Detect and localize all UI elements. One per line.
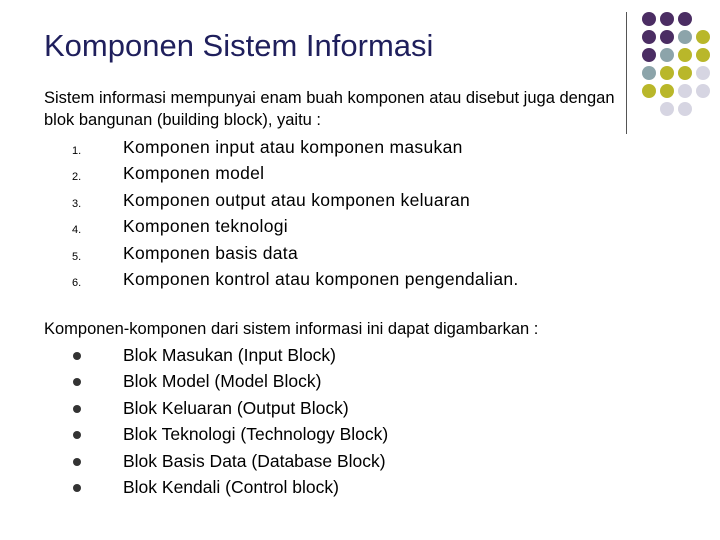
title-divider-line [626,12,627,134]
list-item-text: Komponen kontrol atau komponen pengendalian. [123,268,519,289]
bullet-icon [73,458,81,466]
bullet-list-item [44,398,684,424]
bullet-list-item [44,477,684,503]
list-item [44,163,684,189]
decorative-dot [660,102,674,116]
list-item-text: Komponen teknologi [123,216,288,237]
bullet-list-item [44,371,684,397]
bullet-icon [73,352,81,360]
bullet-icon [73,484,81,492]
list-number: 5. [72,250,82,263]
decorative-dot [696,84,710,98]
decorative-dot [642,84,656,98]
decorative-dot [678,66,692,80]
numbered-list [44,137,684,295]
decorative-dot [660,12,674,26]
slide-title: Komponen Sistem Informasi [44,28,434,63]
decorative-dot [678,12,692,26]
list-item-text: Komponen basis data [123,242,298,263]
decorative-dot [678,84,692,98]
bullet-item-text: Blok Masukan (Input Block) [123,345,337,365]
list-number: 1. [72,145,82,157]
decorative-dot [660,30,674,44]
decorative-dot [678,30,692,44]
bullet-item-text: Blok Kendali (Control block) [123,476,339,497]
decorative-dot [696,48,710,62]
subheading: Komponen-komponen dari sistem informasi ini dapat digambarkan : [44,320,539,338]
decorative-dot [660,66,674,80]
decorative-dot [660,84,674,98]
bullet-icon [73,378,81,386]
bullet-list-item [44,424,684,450]
list-item-text: Komponen output atau komponen keluaran [123,189,471,210]
list-item [44,269,684,295]
list-number: 2. [72,171,82,184]
bullet-item-text: Blok Model (Model Block) [123,371,322,392]
list-number: 4. [72,224,82,237]
bullet-icon [73,431,81,439]
decorative-dot [696,66,710,80]
bullet-list-item [44,451,684,477]
list-item-text: Komponen model [123,163,265,184]
decorative-dot [696,30,710,44]
list-number: 6. [72,276,82,289]
bullet-item-text: Blok Teknologi (Technology Block) [123,424,389,445]
list-item-text: Komponen input atau komponen masukan [123,137,463,157]
decorative-dot [678,102,692,116]
decorative-dot [642,48,656,62]
list-item [44,190,684,216]
list-item [44,137,684,163]
decorative-dot [642,66,656,80]
list-number: 3. [72,197,82,210]
bullet-list-item [44,345,684,371]
bullet-list [44,345,684,503]
bullet-item-text: Blok Keluaran (Output Block) [123,397,349,418]
bullet-icon [73,405,81,413]
bullet-item-text: Blok Basis Data (Database Block) [123,450,386,471]
decorative-dot [642,30,656,44]
decorative-dot [660,48,674,62]
intro-paragraph: Sistem informasi mempunyai enam buah komponen atau disebut juga dengan blok bangunan (building block), yaitu : [44,89,615,129]
list-item [44,243,684,269]
decorative-dot [642,12,656,26]
decorative-dot [678,48,692,62]
list-item [44,216,684,242]
